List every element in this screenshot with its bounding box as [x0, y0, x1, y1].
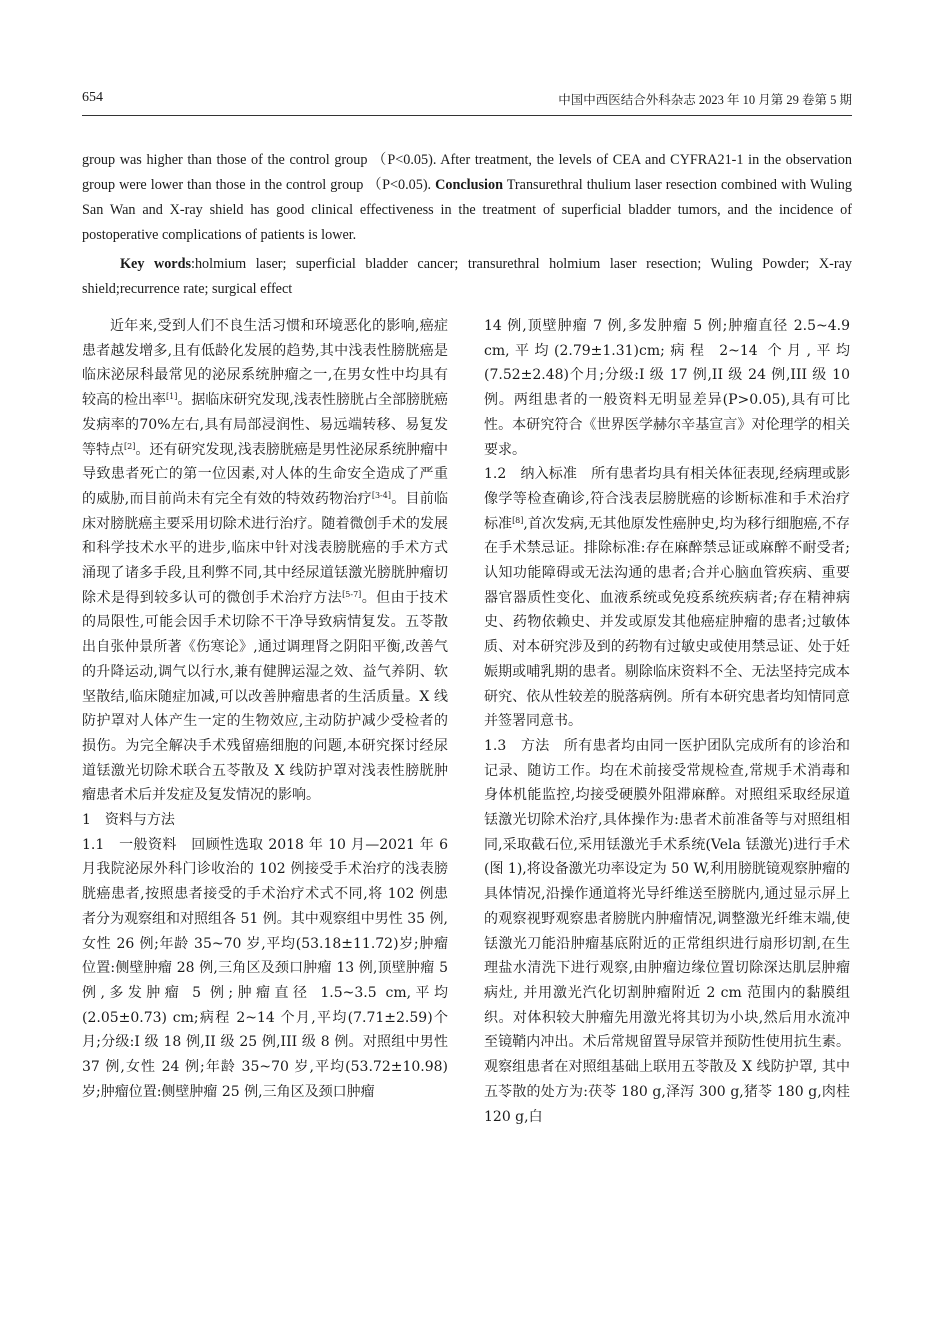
section-1-1-general-info: 1.1 一般资料 回顾性选取 2018 年 10 月—2021 年 6 月我院泌尿外科门诊收治的 102 例接受手术治疗的浅表膀胱癌患者,按照患者接受的手术治疗术式不同,将 102 例患者分为观察组和对照组各 51 例。其中观察组中男性 35 例,女性 26 例;年龄 35~70 岁,平均(53.18±11.72)岁;肿瘤位置:侧壁肿瘤 28 例,三角区及颈口肿瘤 13 例,顶壁肿瘤 5 例,多发肿瘤 5 例;肿瘤直径 1.5~3.5 cm,平均(2.05±0.73) cm;病程 2~14 个月,平均(7.71±2.59)个月;分级:I 级 18 例,II 级 25 例,III 级 8 例。对照组中男性 37 例,女性 24 例;年龄 35~70 岁,平均(53.72±10.98)岁;肿瘤位置:侧壁肿瘤 25 例,三角区及颈口肿瘤 — [82, 836, 448, 1100]
intro-paragraph — [82, 314, 448, 808]
page-number: 654 — [82, 90, 103, 105]
intro-text-4: 。目前临床对膀胱癌主要采用切除术进行治疗。随着微创手术的发展和科学技术水平的进步,临床中针对浅表膀胱癌的手术方式涌现了诸多手段,且利弊不同,其中经尿道铥激光膀胱肿瘤切除术是得到较多认可的微创手术治疗方法 — [82, 490, 448, 606]
citation-ref: [3-4] — [371, 490, 391, 500]
intro-text-5: 。但由于技术的局限性,可能会因手术切除不干净导致病情复发。五苓散出自张仲景所著《伤寒论》,通过调理肾之阴阳平衡,改善气的升降运动,调气以行水,兼有健脾运湿之效、益气养阴、软坚散结,临床随症加减,可以改善肿瘤患者的生活质量。X 线防护罩对人体产生一定的生物效应,主动防护减少受检者的损伤。为完全解决手术残留癌细胞的问题,本研究探讨经尿道铥激光切除术联合五苓散及 X 线防护罩对浅表性膀胱肿瘤患者术后并发症及复发情况的影响。 — [82, 589, 448, 804]
keywords-text: :holmium laser; superficial bladder cancer; transurethral holmium laser resection; Wuling Powder; X-ray shield;recurrence rate; surgical effect — [82, 256, 852, 297]
intro-text-2: 。据临床研究发现,浅表性膀胱占全部膀胱癌发病率的70%左右,具有局部浸润性、易远端转移、易复发等特点 — [82, 392, 448, 458]
intro-text-1: 近年来,受到人们不良生活习惯和环境恶化的影响,癌症患者越发增多,且有低龄化发展的趋势,其中浅表性膀胱癌是临床泌尿科最常见的泌尿系统肿瘤之一,在男女性中均具有较高的检出率 — [82, 318, 448, 409]
section-1-3-methods: 1.3 方法 所有患者均由同一医护团队完成所有的诊治和记录、随访工作。均在术前接受常规检查,常规手术消毒和身体机能监控,均接受硬膜外阻滞麻醉。对照组采取经尿道铥激光切除术治疗,具体操作为:患者术前准备等与对照组相同,采取截石位,采用铥激光手术系统(Vela 铥激光)进行手术(图 1),将设备激光功率设定为 50 W,利用膀胱镜观察肿瘤的具体情况,沿操作通道将光导纤维送至膀胱内,通过显示屏上的观察视野观察患者膀胱内肿瘤情况,调整激光纤维末端,使铥激光刀能沿肿瘤基底附近的正常组织进行扇形切割,在生理盐水清洗下进行观察,由肿瘤边缘位置切除深达肌层肿瘤病灶, 并用激光汽化切割肿瘤附近 2 cm 范围内的黏膜组织。对体积较大肿瘤先用激光将其切为小块,然后用水流冲至镜鞘内冲出。术后常规留置导尿管并预防性使用抗生素。观察组患者在对照组基础上联用五苓散及 X 线防护罩, 其中五苓散的处方为:茯苓 180 g,泽泻 300 g,猪苓 180 g,肉桂 120 g,白 — [484, 737, 850, 1125]
section-1-1-continued: 14 例,顶壁肿瘤 7 例,多发肿瘤 5 例;肿瘤直径 2.5~4.9 cm,平均(2.79±1.31)cm;病程 2~14 个月,平均(7.52±2.48)个月;分级:I 级 17 例,II 级 24 例,III 级 10 例。两组患者的一般资料无明显差异(P>0.05),具有可比性。本研究符合《世界医学赫尔辛基宣言》对伦理学的相关要求。 — [484, 318, 850, 458]
left-column — [82, 314, 448, 1105]
journal-title: 中国中西医结合外科杂志 2023 年 10 月第 29 卷第 5 期 — [558, 93, 852, 107]
abstract-results-tail: group was higher than those of the control group （P<0.05). After treatment, the levels of CEA and CYFRA21-1 in the observation group were lower than those in the control group （P<0.05). — [82, 152, 852, 193]
citation-ref: [5-7] — [342, 589, 362, 599]
keywords-label: Key words — [120, 256, 191, 272]
abstract-results-conclusion — [82, 148, 852, 248]
citation-ref: [8] — [512, 515, 524, 525]
inclusion-text-1: 1.2 纳入标准 所有患者均具有相关体征表现,经病理或影像学等检查确诊,符合浅表层膀胱癌的诊断标准和手术治疗标准 — [484, 466, 850, 532]
conclusion-text: Transurethral thulium laser resection combined with Wuling San Wan and X-ray shield has good clinical effectiveness in the treatment of superficial bladder tumors, and the incidence of postoperative complications of patients is lower. — [82, 177, 852, 243]
citation-ref: [1] — [166, 392, 178, 402]
header-rule — [82, 115, 852, 116]
running-header — [82, 90, 852, 114]
keywords — [82, 252, 852, 302]
inclusion-text-2: ,首次发病,无其他原发性癌肿史,均为移行细胞癌,不存在手术禁忌证。排除标准:存在麻醉禁忌证或麻醉不耐受者;认知功能障碍或无法沟通的患者;合并心脑血管疾病、重要器官器质性变化、血液系统或免疫系统疾病者;存在精神病史、药物依赖史、并发或原发其他癌症肿瘤的患者;过敏体质、对本研究涉及到的药物有过敏史或使用禁忌证、处于妊娠期或哺乳期的患者。剔除临床资料不全、无法坚持完成本研究、依从性较差的脱落病例。所有本研究患者均知情同意并签署同意书。 — [484, 515, 850, 730]
intro-text-3: 。还有研究发现,浅表膀胱癌是男性泌尿系统肿瘤中导致患者死亡的第一位因素,对人体的生命安全造成了严重的威胁,而目前尚未有完全有效的特效药物治疗 — [82, 441, 449, 507]
conclusion-label: Conclusion — [435, 177, 503, 193]
english-abstract — [82, 148, 852, 302]
right-column — [484, 314, 850, 1129]
section-1-2-inclusion-criteria — [484, 462, 850, 734]
section-heading-1: 1 资料与方法 — [82, 812, 175, 829]
citation-ref: [2] — [124, 441, 136, 451]
